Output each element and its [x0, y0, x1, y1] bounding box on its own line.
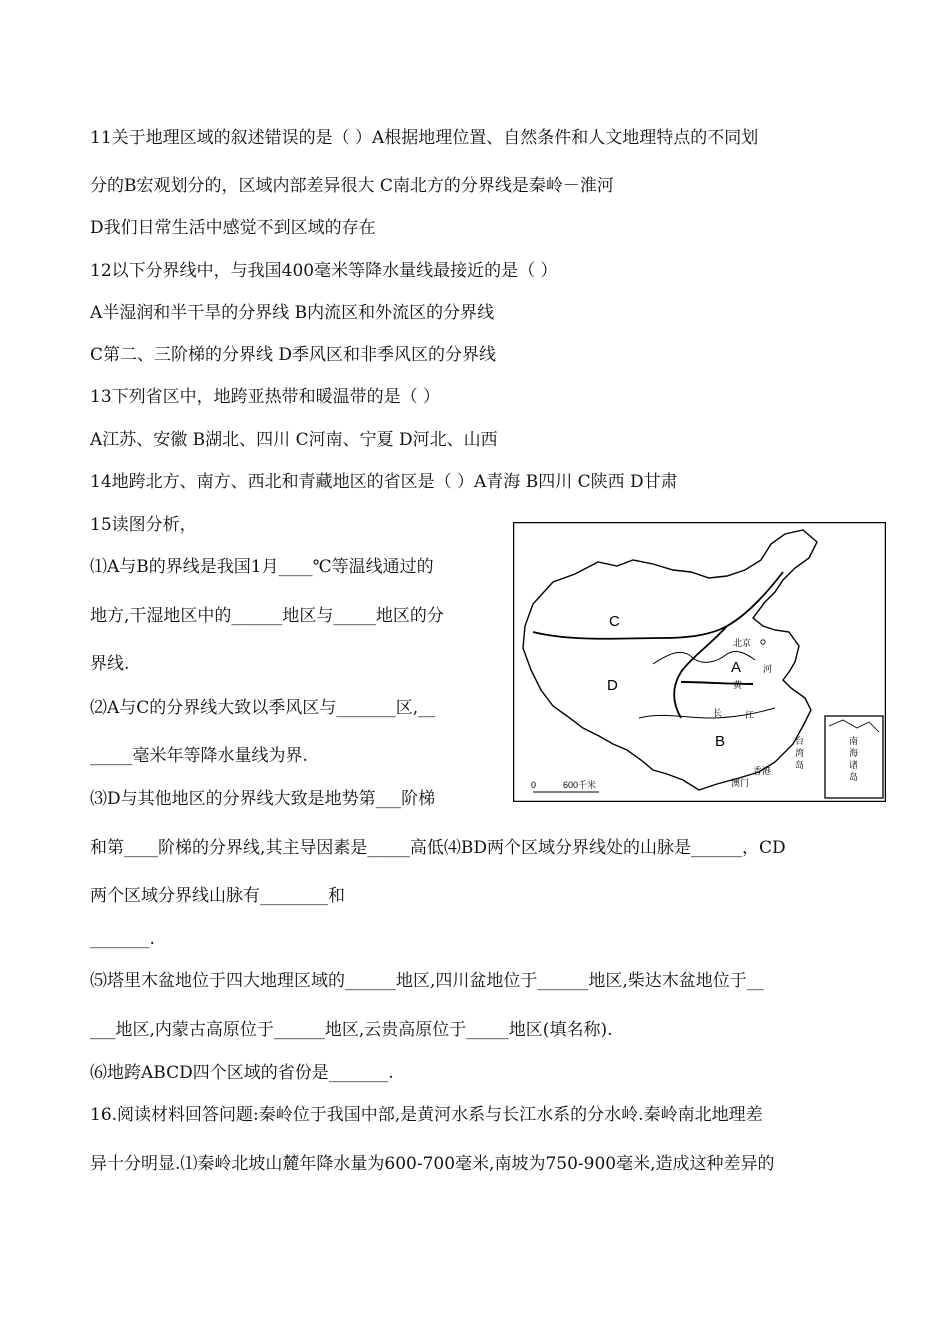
question-15-part5-line1: ⑸塔里木盆地位于四大地理区域的______地区,四川盆地位于______地区,柴达木盆地位于__ — [90, 971, 764, 991]
question-16-line-2: 异十分明显.⑴秦岭北坡山麓年降水量为600-700毫米,南坡为750-900毫米,造成这种差异的 — [90, 1154, 775, 1174]
jiang-label: 江 — [745, 710, 755, 720]
china-regions-map — [513, 522, 886, 802]
hongkong-label: 香港 — [753, 766, 772, 776]
scale-label: 600千米 — [563, 780, 597, 790]
question-12-line-1: 12以下分界线中，与我国400毫米等降水量线最接近的是（ ） — [90, 261, 558, 281]
macau-label: 澳门 — [731, 778, 750, 788]
question-11-line-2: 分的B宏观划分的，区域内部差异很大 C南北方的分界线是秦岭－淮河 — [90, 176, 614, 196]
question-15-part2-line2: _____毫米年等降水量线为界. — [90, 746, 308, 766]
taiwan-label-2: 湾 — [795, 748, 805, 758]
he-label: 河 — [763, 664, 773, 674]
question-15-part4-line3: _______. — [90, 929, 155, 949]
question-15-part5-line2: ___地区,内蒙古高原位于______地区,云贵高原位于_____地区(填名称). — [90, 1020, 613, 1040]
question-15-part1-line3: 界线. — [90, 654, 130, 674]
question-15-title: 15读图分析， — [90, 515, 197, 535]
region-a-label: A — [731, 659, 742, 676]
question-13-line-1: 13下列省区中，地跨亚热带和暖温带的是（ ） — [90, 387, 441, 407]
question-12-line-2: A半湿润和半干旱的分界线 B内流区和外流区的分界线 — [90, 303, 495, 323]
inset-label-3: 诸 — [849, 760, 859, 770]
question-12-line-3: C第二、三阶梯的分界线 D季风区和非季风区的分界线 — [90, 345, 497, 365]
region-d-label: D — [607, 677, 618, 694]
inset-label-4: 岛 — [849, 772, 859, 782]
question-15-part1-line1: ⑴A与B的界线是我国1月____℃等温线通过的 — [90, 557, 434, 577]
beijing-label: 北京 — [733, 638, 752, 648]
question-15-part2-line1: ⑵A与C的分界线大致以季风区与_______区,__ — [90, 698, 436, 718]
question-13-line-2: A江苏、安徽 B湖北、四川 C河南、宁夏 D河北、山西 — [90, 430, 498, 450]
taiwan-label-3: 岛 — [795, 760, 805, 770]
question-15-part1-line2: 地方,干湿地区中的______地区与_____地区的分 — [90, 606, 444, 626]
scale-zero: 0 — [531, 780, 537, 790]
question-15-part3-line1: ⑶D与其他地区的分界线大致是地势第___阶梯 — [90, 789, 436, 809]
question-16-line-1: 16.阅读材料回答问题:秦岭位于我国中部,是黄河水系与长江水系的分水岭.秦岭南北地理差 — [90, 1105, 763, 1125]
taiwan-label-1: 台 — [795, 736, 805, 746]
question-15-part4-line2: 两个区域分界线山脉有________和 — [90, 886, 345, 906]
inset-label-1: 南 — [849, 736, 859, 746]
question-14-line: 14地跨北方、南方、西北和青藏地区的省区是（ ）A青海 B四川 C陕西 D甘肃 — [90, 472, 678, 492]
huang-label: 黄 — [733, 680, 743, 690]
question-15-part3-line2: 和第____阶梯的分界线,其主导因素是_____高低⑷BD两个区域分界线处的山脉是______，CD — [90, 838, 786, 858]
region-b-label: B — [715, 733, 726, 750]
question-15-part6-line: ⑹地跨ABCD四个区域的省份是_______. — [90, 1063, 394, 1083]
question-11-line-3: D我们日常生活中感觉不到区域的存在 — [90, 218, 376, 238]
chang-label: 长 — [713, 708, 723, 718]
question-11-line-1: 11关于地理区域的叙述错误的是（ ）A根据地理位置、自然条件和人文地理特点的不同划 — [90, 128, 759, 148]
inset-label-2: 海 — [849, 748, 859, 758]
region-c-label: C — [609, 613, 620, 630]
